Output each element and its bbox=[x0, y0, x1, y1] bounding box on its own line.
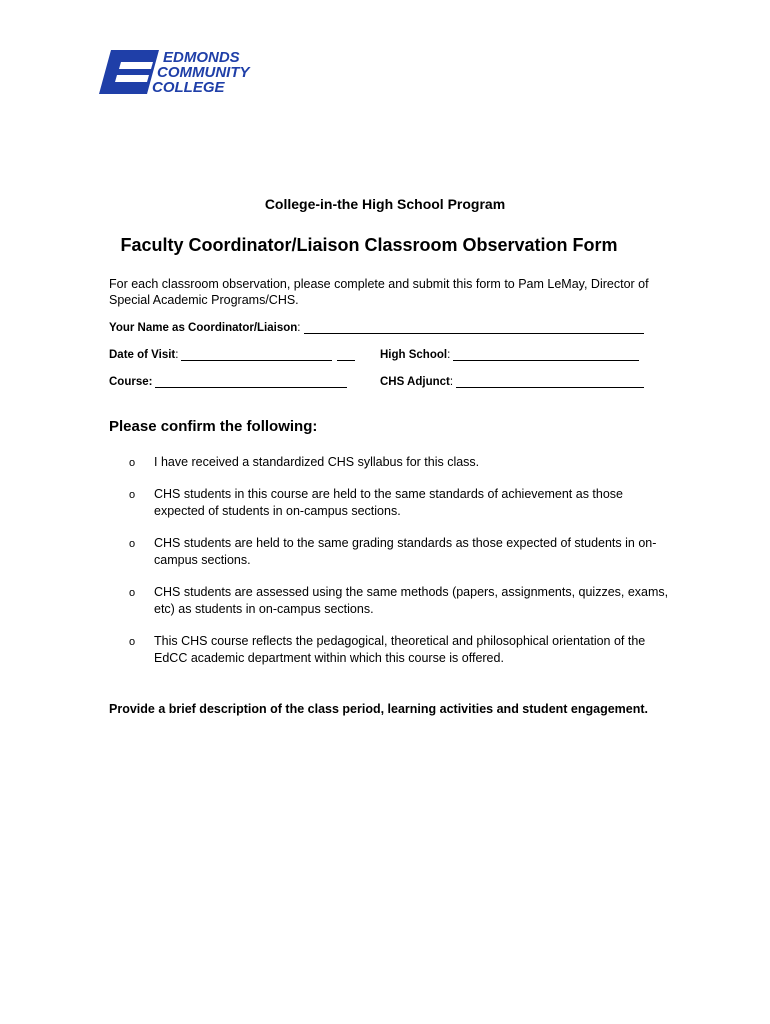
intro-text: For each classroom observation, please complete and submit this form to Pam LeMay, Director of Special Academic Programs/CHS. bbox=[109, 277, 649, 307]
high-school-row bbox=[380, 349, 639, 361]
high-school-colon: : bbox=[447, 349, 451, 361]
logo-line-3: COLLEGE bbox=[152, 79, 225, 96]
confirm-item-syllabus bbox=[109, 454, 669, 471]
program-title: College-in-the High School Program bbox=[264, 196, 506, 212]
form-title: Faculty Coordinator/Liaison Classroom Observation Form bbox=[120, 235, 618, 255]
logo-line-1: EDMONDS bbox=[163, 49, 240, 66]
chs-adjunct-field[interactable] bbox=[456, 376, 644, 388]
high-school-label: High School bbox=[380, 349, 448, 361]
course-row bbox=[109, 376, 347, 388]
confirm-heading: Please confirm the following: bbox=[109, 418, 318, 435]
chs-adjunct-colon: : bbox=[449, 376, 454, 388]
bullet-icon[interactable]: o bbox=[129, 587, 136, 599]
coordinator-name-label: Your Name as Coordinator/Liaison bbox=[109, 322, 298, 334]
coordinator-name-row bbox=[109, 322, 644, 334]
date-of-visit-field[interactable] bbox=[181, 349, 332, 361]
confirm-item-text: CHS students are held to the same grading standards as those expected of students in on-campus sections. bbox=[154, 536, 657, 567]
confirm-item-assessment bbox=[109, 584, 669, 618]
coordinator-colon: : bbox=[297, 322, 301, 334]
confirm-item-text: CHS students are assessed using the same methods (papers, assignments, quizzes, exams, etc) as students in on-campus sections. bbox=[154, 585, 669, 616]
high-school-field[interactable] bbox=[453, 349, 639, 361]
bullet-icon[interactable]: o bbox=[129, 636, 136, 648]
logo-line-2: COMMUNITY bbox=[157, 64, 250, 81]
date-of-visit-row bbox=[109, 349, 355, 361]
date-of-visit-label: Date of Visit bbox=[109, 349, 176, 361]
confirm-item-text: This CHS course reflects the pedagogical, theoretical and philosophical orientation of the EdCC academic department within which this course is offered. bbox=[154, 634, 646, 665]
chs-adjunct-label: CHS Adjunct bbox=[380, 376, 450, 388]
college-logo-mark bbox=[97, 48, 277, 96]
bullet-icon[interactable]: o bbox=[129, 489, 136, 501]
confirm-item-grading bbox=[109, 535, 669, 569]
date-of-visit-extra-line bbox=[337, 349, 355, 361]
course-label: Course: bbox=[109, 376, 153, 388]
describe-prompt: Provide a brief description of the class period, learning activities and student engagement. bbox=[109, 702, 649, 716]
confirm-item-text: I have received a standardized CHS syllabus for this class. bbox=[154, 455, 480, 469]
coordinator-name-field[interactable] bbox=[304, 322, 644, 334]
college-logo bbox=[97, 48, 277, 96]
date-colon: : bbox=[175, 349, 179, 361]
course-field[interactable] bbox=[155, 376, 347, 388]
confirm-item-orientation bbox=[109, 633, 669, 667]
bullet-icon[interactable]: o bbox=[129, 538, 136, 550]
chs-adjunct-row bbox=[380, 376, 644, 388]
bullet-icon[interactable]: o bbox=[129, 457, 136, 469]
confirm-item-text: CHS students in this course are held to the same standards of achievement as those expected of students in on-campus sections. bbox=[154, 487, 624, 518]
confirm-list bbox=[109, 454, 669, 682]
confirm-item-standards bbox=[109, 486, 669, 520]
